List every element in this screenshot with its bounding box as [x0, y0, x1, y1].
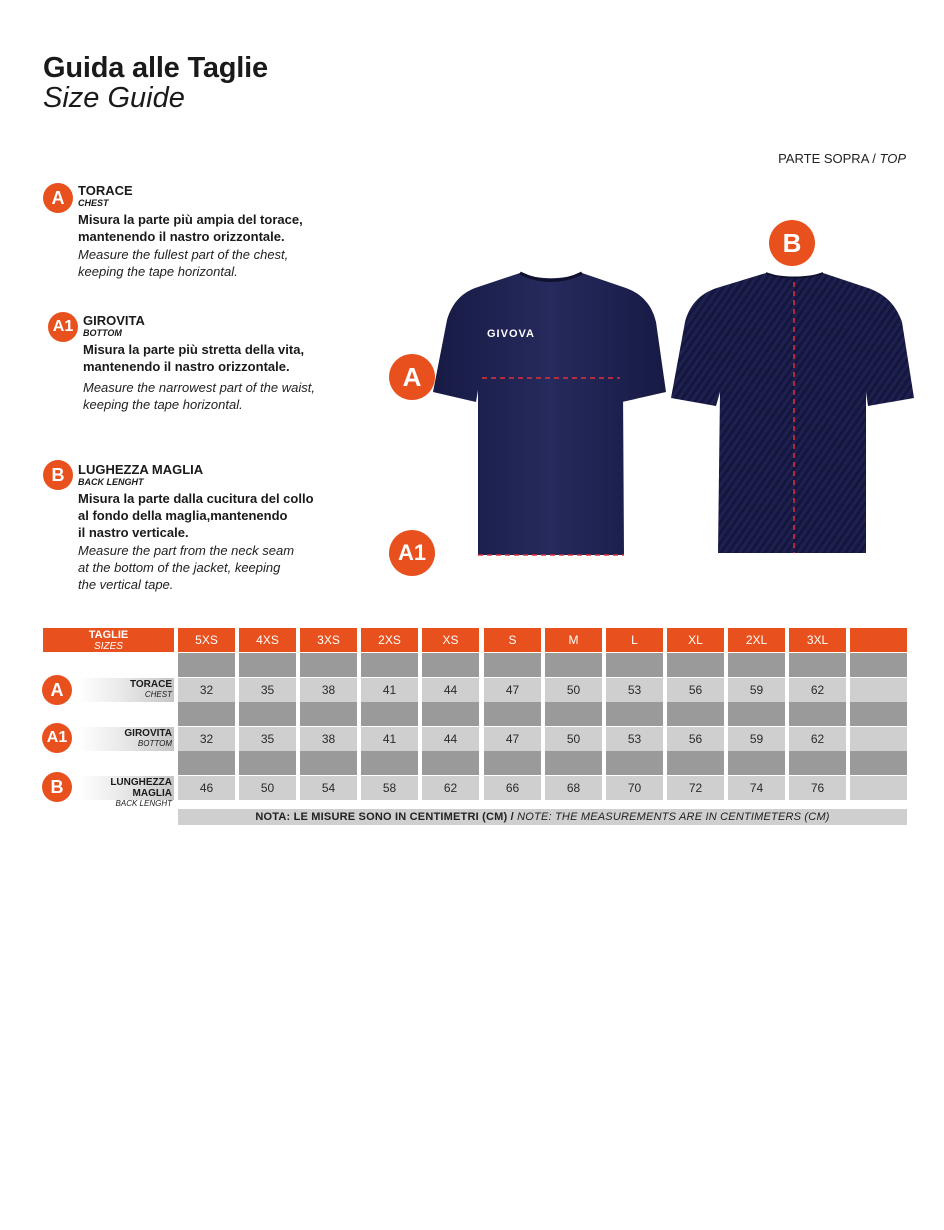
table-spacer-cell [667, 751, 724, 775]
table-spacer-cell [239, 653, 296, 677]
table-value-cell: 44 [422, 727, 479, 751]
table-value-cell: 70 [606, 776, 663, 800]
table-spacer-cell [850, 653, 907, 677]
table-value-cell: 53 [606, 727, 663, 751]
measure-waist-en: Measure the narrowest part of the waist, keeping the tape horizontal. [83, 380, 315, 412]
table-spacer-cell [789, 751, 846, 775]
front-shirt [433, 273, 666, 555]
table-value-cell: 47 [484, 678, 541, 702]
table-spacer-cell [545, 702, 602, 726]
table-spacer-cell [300, 702, 357, 726]
part-label-en: TOP [879, 151, 906, 166]
sizes-header-it: TAGLIE [88, 629, 129, 641]
table-value-cell: 50 [239, 776, 296, 800]
row-label-length [78, 776, 174, 808]
badge-length: B [43, 460, 73, 490]
table-value-cell [850, 727, 907, 751]
table-spacer-cell [300, 653, 357, 677]
table-value-cell: 66 [484, 776, 541, 800]
row-badge-chest: A [42, 675, 72, 705]
table-spacer-cell [484, 653, 541, 677]
table-value-cell: 72 [667, 776, 724, 800]
size-header-cell: S [484, 628, 541, 652]
diagram-badge-length: B [769, 220, 815, 266]
table-value-cell: 35 [239, 727, 296, 751]
table-spacer-cell [667, 653, 724, 677]
size-header-cell: 3XS [300, 628, 357, 652]
row-badge-waist: A1 [42, 723, 72, 753]
table-value-cell: 59 [728, 727, 785, 751]
sizes-header-en: SIZES [94, 641, 123, 652]
diagram-badge-chest: A [389, 354, 435, 400]
brand-logo: GIVOVA [487, 328, 535, 340]
table-value-cell: 35 [239, 678, 296, 702]
sizes-header-label [43, 628, 174, 652]
table-spacer-cell [239, 751, 296, 775]
table-value-cell [850, 678, 907, 702]
row-badge-length: B [42, 772, 72, 802]
size-header-cell: XL [667, 628, 724, 652]
table-value-cell: 44 [422, 678, 479, 702]
back-shirt-body [671, 273, 914, 553]
size-header-cell: 4XS [239, 628, 296, 652]
table-value-cell: 68 [545, 776, 602, 800]
row-label-waist-en: BOTTOM [137, 739, 172, 748]
table-spacer-cell [606, 702, 663, 726]
measure-length-title: LUGHEZZA MAGLIA [78, 462, 204, 477]
size-header-cell: 2XS [361, 628, 418, 652]
size-header-cell: 2XL [728, 628, 785, 652]
table-value-cell: 41 [361, 727, 418, 751]
table-spacer-cell [422, 751, 479, 775]
table-value-cell: 56 [667, 727, 724, 751]
table-spacer-cell [361, 702, 418, 726]
front-shirt-body [433, 273, 666, 555]
table-value-cell: 58 [361, 776, 418, 800]
table-note-it: NOTA: LE MISURE SONO IN CENTIMETRI (CM) / [255, 811, 514, 823]
page-subtitle: Size Guide [43, 82, 185, 114]
page-title: Guida alle Taglie [43, 52, 268, 84]
measure-waist-it: Misura la parte più stretta della vita, mantenendo il nastro orizzontale. [83, 342, 305, 374]
table-spacer-cell [545, 653, 602, 677]
size-header-cell: 5XS [178, 628, 235, 652]
table-spacer-cell [300, 751, 357, 775]
table-spacer-cell [178, 751, 235, 775]
table-value-cell: 32 [178, 727, 235, 751]
row-label-waist [78, 727, 174, 751]
back-shirt [671, 273, 914, 553]
row-label-waist-it: GIROVITA [124, 728, 172, 739]
table-value-cell: 38 [300, 678, 357, 702]
table-value-cell: 53 [606, 678, 663, 702]
measure-chest-title: TORACE [78, 183, 133, 198]
table-value-cell: 32 [178, 678, 235, 702]
table-value-cell: 76 [789, 776, 846, 800]
table-spacer-cell [728, 702, 785, 726]
row-label-length-it: LUNGHEZZA MAGLIA [110, 777, 172, 799]
table-spacer-cell [178, 702, 235, 726]
table-spacer-cell [484, 702, 541, 726]
table-spacer-cell [728, 653, 785, 677]
table-value-cell: 59 [728, 678, 785, 702]
measure-length-sub: BACK LENGHT [78, 477, 144, 487]
badge-chest: A [43, 183, 73, 213]
diagram-badge-bottom: A1 [389, 530, 435, 576]
size-header-cell: XS [422, 628, 479, 652]
table-spacer-cell [728, 751, 785, 775]
table-spacer-cell [178, 653, 235, 677]
row-label-chest [78, 678, 174, 702]
row-label-chest-it: TORACE [129, 679, 172, 690]
row-label-length-en: BACK LENGHT [115, 799, 172, 808]
table-value-cell [850, 776, 907, 800]
table-value-cell: 54 [300, 776, 357, 800]
table-value-cell: 56 [667, 678, 724, 702]
measure-length-it: Misura la parte dalla cucitura del collo al fondo della maglia,mantenendo il nastro verticale. [78, 491, 314, 540]
table-spacer-cell [422, 702, 479, 726]
table-value-cell: 47 [484, 727, 541, 751]
size-header-cell: 3XL [789, 628, 846, 652]
table-value-cell: 62 [789, 727, 846, 751]
table-spacer-cell [850, 751, 907, 775]
table-spacer-cell [361, 653, 418, 677]
table-value-cell: 62 [789, 678, 846, 702]
measure-length-en: Measure the part from the neck seam at the bottom of the jacket, keeping the vertical tape. [78, 543, 295, 592]
table-spacer-cell [484, 751, 541, 775]
table-spacer-cell [667, 702, 724, 726]
size-header-cell [850, 628, 907, 652]
table-value-cell: 50 [545, 678, 602, 702]
table-value-cell: 41 [361, 678, 418, 702]
measure-waist-title: GIROVITA [83, 313, 145, 328]
table-value-cell: 62 [422, 776, 479, 800]
measure-chest-sub: CHEST [78, 198, 109, 208]
table-value-cell: 74 [728, 776, 785, 800]
table-spacer-cell [361, 751, 418, 775]
table-value-cell: 50 [545, 727, 602, 751]
size-header-cell: L [606, 628, 663, 652]
table-spacer-cell [606, 653, 663, 677]
table-spacer-cell [789, 653, 846, 677]
table-spacer-cell [850, 702, 907, 726]
row-label-chest-en: CHEST [144, 690, 172, 699]
table-spacer-cell [422, 653, 479, 677]
table-value-cell: 38 [300, 727, 357, 751]
table-spacer-cell [545, 751, 602, 775]
size-header-cell: M [545, 628, 602, 652]
table-spacer-cell [789, 702, 846, 726]
table-note-en: NOTE: THE MEASUREMENTS ARE IN CENTIMETERS (CM) [517, 811, 830, 823]
measure-chest-en: Measure the fullest part of the chest, keeping the tape horizontal. [78, 247, 289, 279]
table-note [178, 809, 907, 825]
table-spacer-cell [239, 702, 296, 726]
badge-waist: A1 [48, 312, 78, 342]
table-value-cell: 46 [178, 776, 235, 800]
measure-chest-it: Misura la parte più ampia del torace, mantenendo il nastro orizzontale. [78, 212, 303, 244]
table-spacer-cell [606, 751, 663, 775]
part-label-it: PARTE SOPRA / [778, 151, 876, 166]
measure-waist-sub: BOTTOM [83, 328, 122, 338]
